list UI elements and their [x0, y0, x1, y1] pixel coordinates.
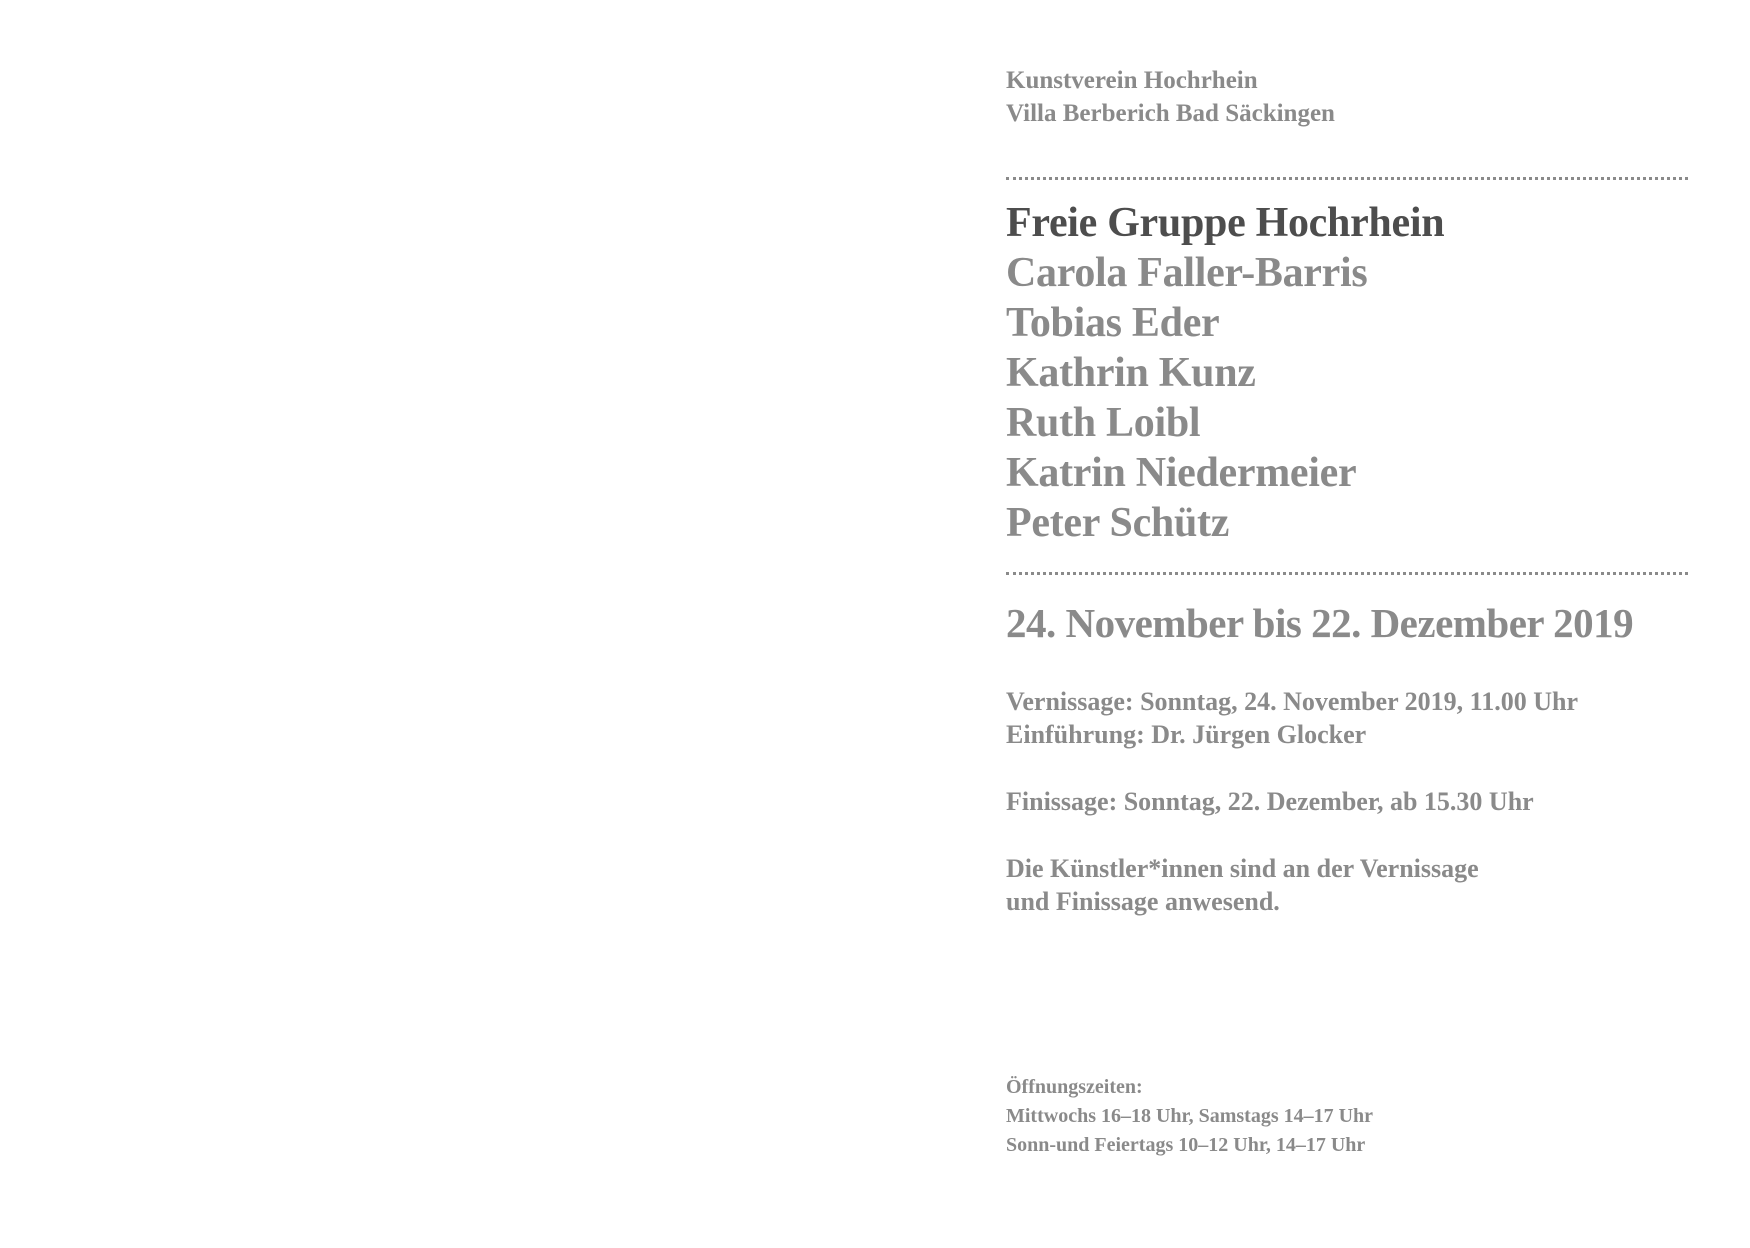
dotted-divider — [1006, 572, 1688, 575]
artist-name: Carola Faller-Barris — [1006, 250, 1368, 296]
dotted-divider — [1006, 177, 1688, 180]
venue-name: Villa Berberich Bad Säckingen — [1006, 100, 1335, 127]
artist-name: Kathrin Kunz — [1006, 350, 1256, 396]
opening-hours-line: Mittwochs 16–18 Uhr, Samstags 14–17 Uhr — [1006, 1105, 1374, 1127]
opening-hours-line: Sonn-und Feiertags 10–12 Uhr, 14–17 Uhr — [1006, 1134, 1366, 1156]
finissage-info: Finissage: Sonntag, 22. Dezember, ab 15.30 Uhr — [1006, 787, 1534, 816]
artists-present-note-2: und Finissage anwesend. — [1006, 887, 1280, 916]
artist-name: Katrin Niedermeier — [1006, 450, 1357, 496]
artist-name: Ruth Loibl — [1006, 400, 1201, 446]
exhibition-dates: 24. November bis 22. Dezember 2019 — [1006, 600, 1634, 646]
organizer-name: Kunstverein Hochrhein — [1006, 67, 1258, 94]
introduction-info: Einführung: Dr. Jürgen Glocker — [1006, 720, 1367, 749]
opening-hours-title: Öffnungszeiten: — [1006, 1076, 1143, 1098]
artist-name: Tobias Eder — [1006, 300, 1220, 346]
artists-present-note: Die Künstler*innen sind an der Vernissage — [1006, 854, 1479, 883]
artist-name: Peter Schütz — [1006, 500, 1230, 546]
group-title: Freie Gruppe Hochrhein — [1006, 200, 1445, 246]
vernissage-info: Vernissage: Sonntag, 24. November 2019, 11.00 Uhr — [1006, 687, 1579, 716]
